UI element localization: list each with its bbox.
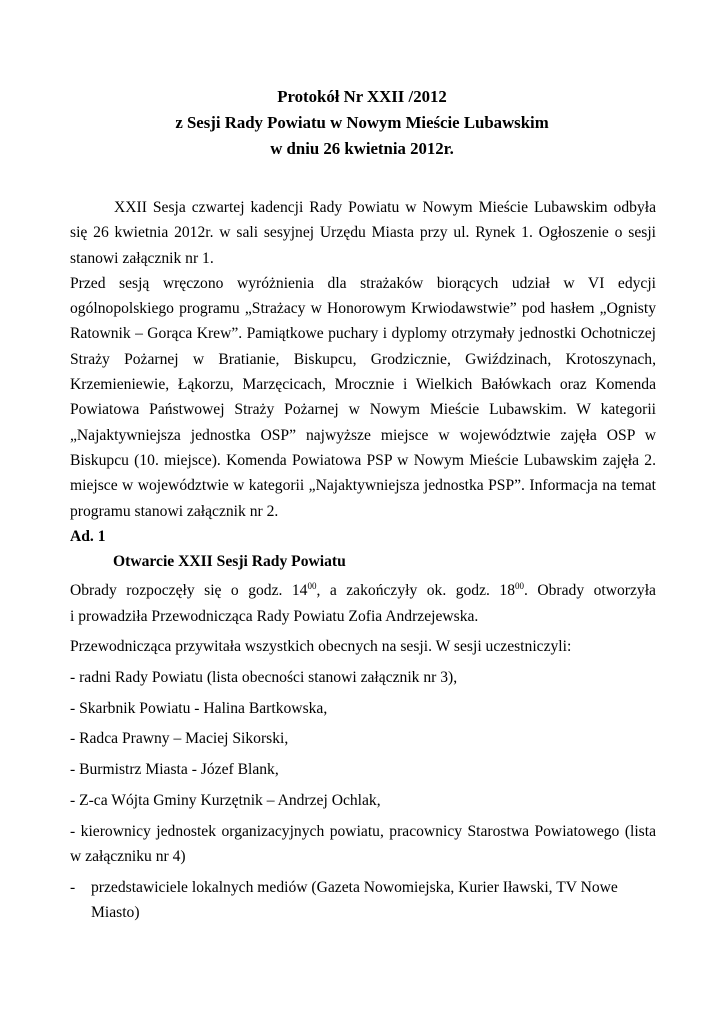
attendee-item: - Burmistrz Miasta - Józef Blank, (70, 761, 279, 779)
attendee-item: - Radca Prawny – Maciej Sikorski, (70, 730, 289, 748)
end-time-minutes: 00 (515, 581, 524, 592)
document-body (70, 195, 656, 926)
opening-line-2: i prowadziła Przewodnicząca Rady Powiatu Zofia Andrzejewska. (70, 607, 479, 625)
opening-text-3: . Obrady otworzyła (524, 582, 656, 600)
section-label: Ad. 1 (70, 527, 106, 545)
media-text: przedstawiciele lokalnych mediów (Gazeta Nowomiejska, Kurier Iławski, TV Nowe Miasto) (91, 878, 618, 922)
opening-line-1 (70, 578, 656, 603)
title-line-3: w dniu 26 kwietnia 2012r. (270, 139, 454, 158)
list-dash: - (70, 878, 76, 896)
start-time-minutes: 00 (307, 581, 317, 592)
awards-paragraph: Przed sesją wręczono wyróżnienia dla strażaków biorących udział w VI edycji ogólnopolskiego programu „Strażacy w Honorowym Krwiodawstwie” pod hasłem „Ognisty Ratownik – Gorąca Krew”. Pamiątkowe puchary i dyplomy otrzymały jednostki Ochotniczej Straży Pożarnej w Bratianie, Biskupcu, Grodzicznie, Gwiździnach, Krotoszynach, Krzemieniewie, Łąkorzu, Marzęcicach, Mrocznie i Wielkich Bałówkach oraz Komenda Powiatowa Państwowej Straży Pożarnej w Nowym Mieście Lubawskim. W kategorii „Najaktywniejsza jednostka OSP” najwyższe miejsce w województwie zajęła OSP w Biskupcu (10. miejsce). Komenda Powiatowa PSP w Nowym Mieście Lubawskim zajęła 2. miejsce w województwie w kategorii „Najaktywniejsza jednostka PSP”. Informacja na temat programu stanowi załącznik nr 2. (70, 274, 656, 520)
attendee-item: - Z-ca Wójta Gminy Kurzętnik – Andrzej Ochlak, (70, 792, 381, 810)
opening-text-1: Obrady rozpoczęły się o godz. 14 (70, 582, 308, 600)
section-heading: Otwarcie XXII Sesji Rady Powiatu (113, 553, 346, 571)
attendee-item: - Skarbnik Powiatu - Halina Bartkowska, (70, 699, 328, 717)
attendee-item-media (70, 875, 656, 926)
document-title (0, 84, 724, 162)
attendee-item: - radni Rady Powiatu (lista obecności stanowi załącznik nr 3), (70, 668, 458, 686)
title-line-1: Protokół Nr XXII /2012 (277, 87, 447, 106)
title-line-2: z Sesji Rady Powiatu w Nowym Mieście Lubawskim (175, 113, 549, 132)
greeting-line: Przewodnicząca przywitała wszystkich obecnych na sesji. W sesji uczestniczyli: (70, 638, 572, 656)
attendee-item: - kierownicy jednostek organizacyjnych powiatu, pracownicy Starostwa Powiatowego (lista w załączniku nr 4) (70, 822, 656, 866)
intro-paragraph: XXII Sesja czwartej kadencji Rady Powiatu w Nowym Mieście Lubawskim odbyła się 26 kwietnia 2012r. w sali sesyjnej Urzędu Miasta przy ul. Rynek 1. Ogłoszenie o sesji stanowi załącznik nr 1. (70, 199, 656, 267)
opening-text-2: , a zakończyły ok. godz. 18 (316, 582, 515, 600)
